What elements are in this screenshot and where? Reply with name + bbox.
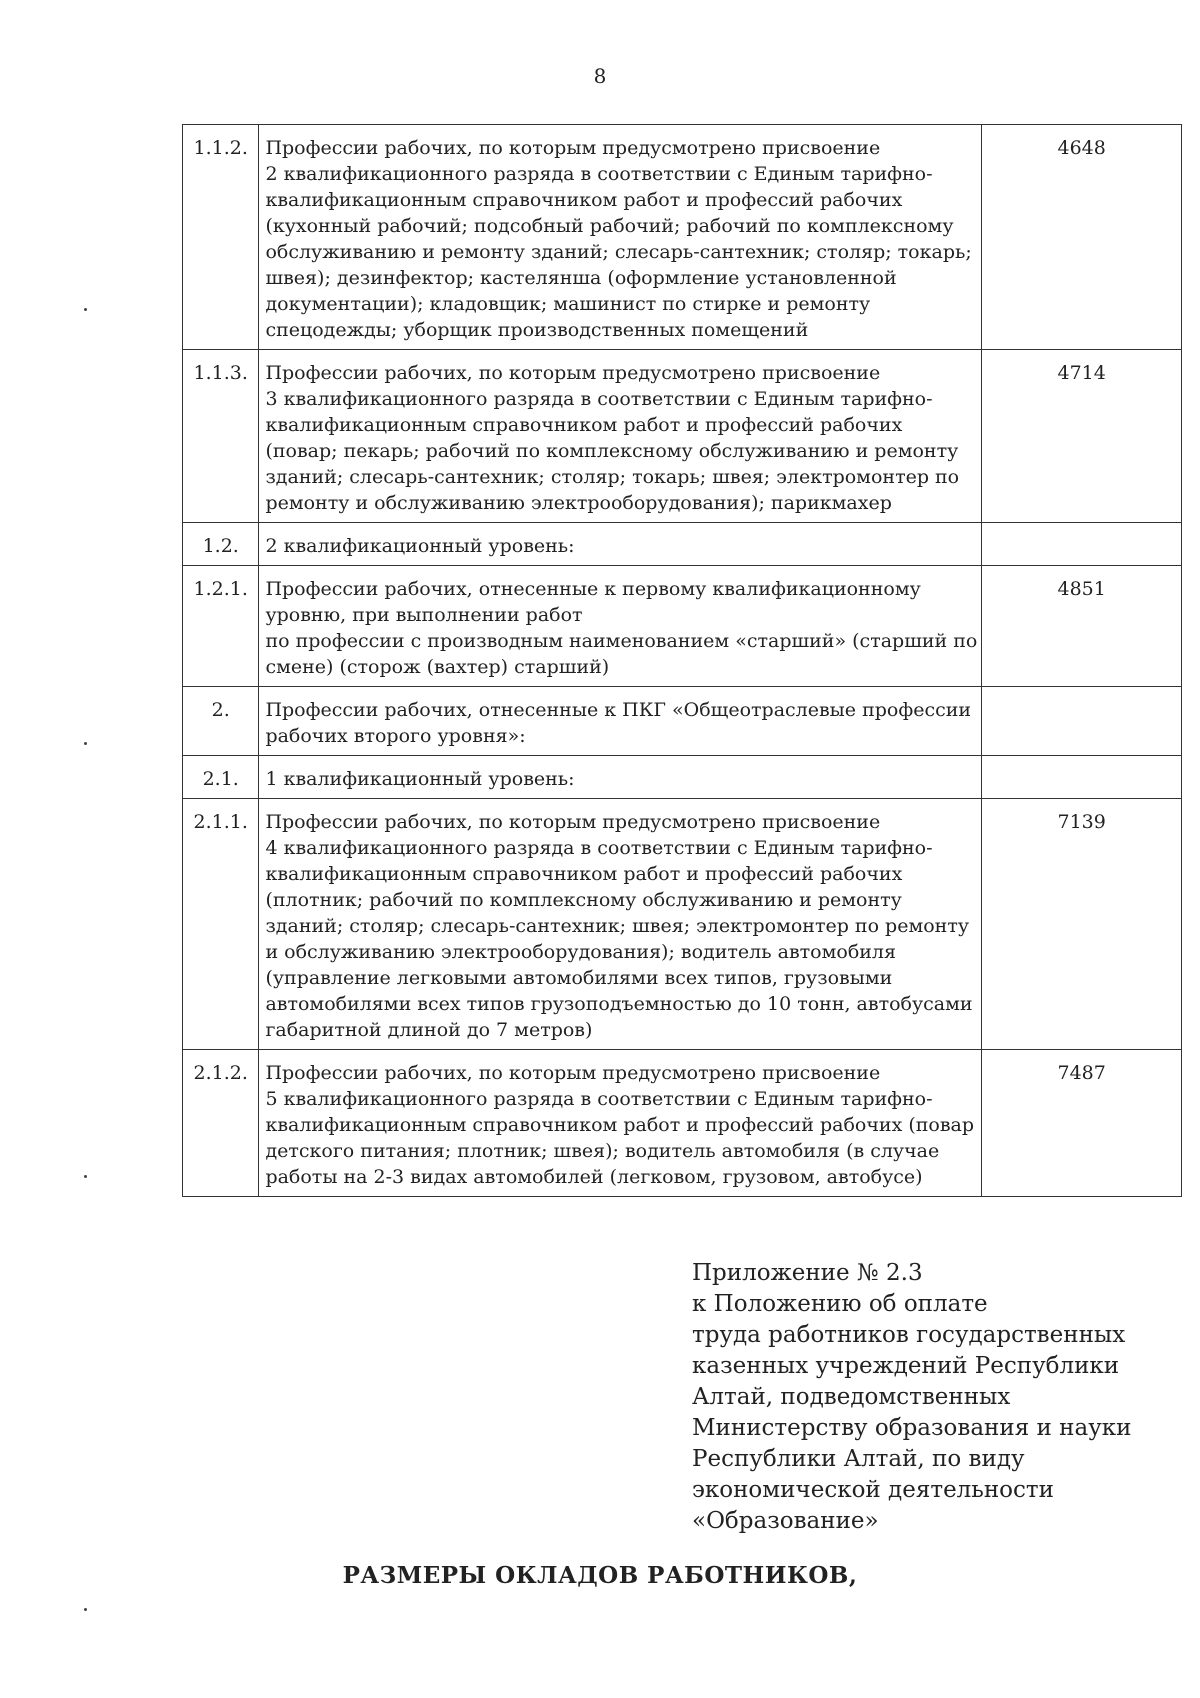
description-line: спецодежды; уборщик производственных помещений <box>265 319 809 341</box>
description-line: обслуживанию и ремонту зданий; слесарь-сантехник; столяр; токарь; <box>265 241 972 263</box>
appendix-line: «Образование» <box>692 1508 879 1534</box>
description-line: (повар; пекарь; рабочий по комплексному обслуживанию и ремонту <box>265 440 959 462</box>
row-description <box>259 350 982 523</box>
row-description <box>259 687 982 756</box>
row-salary-value: 7139 <box>982 799 1182 1050</box>
row-salary-value <box>982 756 1182 799</box>
table-row <box>183 350 1182 523</box>
description-line: документации); кладовщик; машинист по стирке и ремонту <box>265 293 871 315</box>
description-line: 5 квалификационного разряда в соответствии с Единым тарифно- <box>265 1088 933 1110</box>
appendix-line: казенных учреждений Республики <box>692 1353 1120 1379</box>
appendix-line: труда работников государственных <box>692 1322 1126 1348</box>
row-salary-value: 4648 <box>982 125 1182 350</box>
description-line: 2 квалификационный уровень: <box>265 535 575 557</box>
description-line: (управление легковыми автомобилями всех типов, грузовыми <box>265 967 893 989</box>
salary-table <box>182 124 1182 1197</box>
appendix-note <box>692 1258 1172 1537</box>
row-salary-value: 4851 <box>982 566 1182 687</box>
row-description <box>259 523 982 566</box>
row-salary-value <box>982 523 1182 566</box>
description-line: Профессии рабочих, по которым предусмотрено присвоение <box>265 362 881 384</box>
description-line: квалификационным справочником работ и профессий рабочих <box>265 863 903 885</box>
description-line: уровню, при выполнении работ <box>265 604 583 626</box>
description-line: 2 квалификационного разряда в соответствии с Единым тарифно- <box>265 163 933 185</box>
scan-dot <box>84 308 87 311</box>
row-number: 2.1.2. <box>183 1050 259 1197</box>
scan-dot <box>84 742 87 745</box>
table-row <box>183 799 1182 1050</box>
description-line: по профессии с производным наименованием «старший» (старший по <box>265 630 978 652</box>
row-description <box>259 799 982 1050</box>
table-row <box>183 566 1182 687</box>
description-line: (кухонный рабочий; подсобный рабочий; рабочий по комплексному <box>265 215 954 237</box>
table-row <box>183 125 1182 350</box>
row-number: 1.2. <box>183 523 259 566</box>
description-line: автомобилями всех типов грузоподъемностью до 10 тонн, автобусами <box>265 993 973 1015</box>
section-heading: РАЗМЕРЫ ОКЛАДОВ РАБОТНИКОВ, <box>342 1562 858 1589</box>
row-number: 2.1. <box>183 756 259 799</box>
salary-table-body <box>183 125 1182 1197</box>
description-line: Профессии рабочих, по которым предусмотрено присвоение <box>265 137 881 159</box>
table-row <box>183 756 1182 799</box>
appendix-line: Алтай, подведомственных <box>692 1384 1011 1410</box>
table-row <box>183 523 1182 566</box>
description-line: смене) (сторож (вахтер) старший) <box>265 656 610 678</box>
table-row <box>183 687 1182 756</box>
description-line: квалификационным справочником работ и профессий рабочих <box>265 189 903 211</box>
row-number: 1.1.3. <box>183 350 259 523</box>
appendix-line: Министерству образования и науки <box>692 1415 1132 1441</box>
row-number: 2. <box>183 687 259 756</box>
row-description <box>259 1050 982 1197</box>
row-description <box>259 566 982 687</box>
description-line: Профессии рабочих, по которым предусмотрено присвоение <box>265 811 881 833</box>
page-number: 8 <box>593 64 607 88</box>
appendix-line: экономической деятельности <box>692 1477 1054 1503</box>
row-number: 1.2.1. <box>183 566 259 687</box>
description-line: зданий; слесарь-сантехник; столяр; токарь; швея; электромонтер по <box>265 466 960 488</box>
description-line: квалификационным справочником работ и профессий рабочих (повар <box>265 1114 975 1136</box>
description-line: квалификационным справочником работ и профессий рабочих <box>265 414 903 436</box>
description-line: работы на 2-3 видах автомобилей (легковом, грузовом, автобусе) <box>265 1166 923 1188</box>
row-number: 1.1.2. <box>183 125 259 350</box>
scan-dot <box>84 1175 87 1178</box>
description-line: 1 квалификационный уровень: <box>265 768 575 790</box>
description-line: (плотник; рабочий по комплексному обслуживанию и ремонту <box>265 889 902 911</box>
table-row <box>183 1050 1182 1197</box>
description-line: и обслуживанию электрооборудования); водитель автомобиля <box>265 941 896 963</box>
row-number: 2.1.1. <box>183 799 259 1050</box>
row-salary-value <box>982 687 1182 756</box>
row-salary-value: 4714 <box>982 350 1182 523</box>
appendix-line: Республики Алтай, по виду <box>692 1446 1025 1472</box>
description-line: 4 квалификационного разряда в соответствии с Единым тарифно- <box>265 837 933 859</box>
description-line: детского питания; плотник; швея); водитель автомобиля (в случае <box>265 1140 940 1162</box>
row-description <box>259 756 982 799</box>
description-line: 3 квалификационного разряда в соответствии с Единым тарифно- <box>265 388 933 410</box>
description-line: ремонту и обслуживанию электрооборудования); парикмахер <box>265 492 892 514</box>
row-description <box>259 125 982 350</box>
description-line: швея); дезинфектор; кастелянша (оформление установленной <box>265 267 897 289</box>
appendix-line: к Положению об оплате <box>692 1291 988 1317</box>
scan-dot <box>84 1608 87 1611</box>
description-line: зданий; столяр; слесарь-сантехник; швея; электромонтер по ремонту <box>265 915 970 937</box>
description-line: габаритной длиной до 7 метров) <box>265 1019 593 1041</box>
appendix-line: Приложение № 2.3 <box>692 1260 923 1286</box>
description-line: Профессии рабочих, отнесенные к ПКГ «Общеотраслевые профессии <box>265 699 972 721</box>
row-salary-value: 7487 <box>982 1050 1182 1197</box>
description-line: Профессии рабочих, по которым предусмотрено присвоение <box>265 1062 881 1084</box>
description-line: Профессии рабочих, отнесенные к первому квалификационному <box>265 578 921 600</box>
description-line: рабочих второго уровня»: <box>265 725 526 747</box>
